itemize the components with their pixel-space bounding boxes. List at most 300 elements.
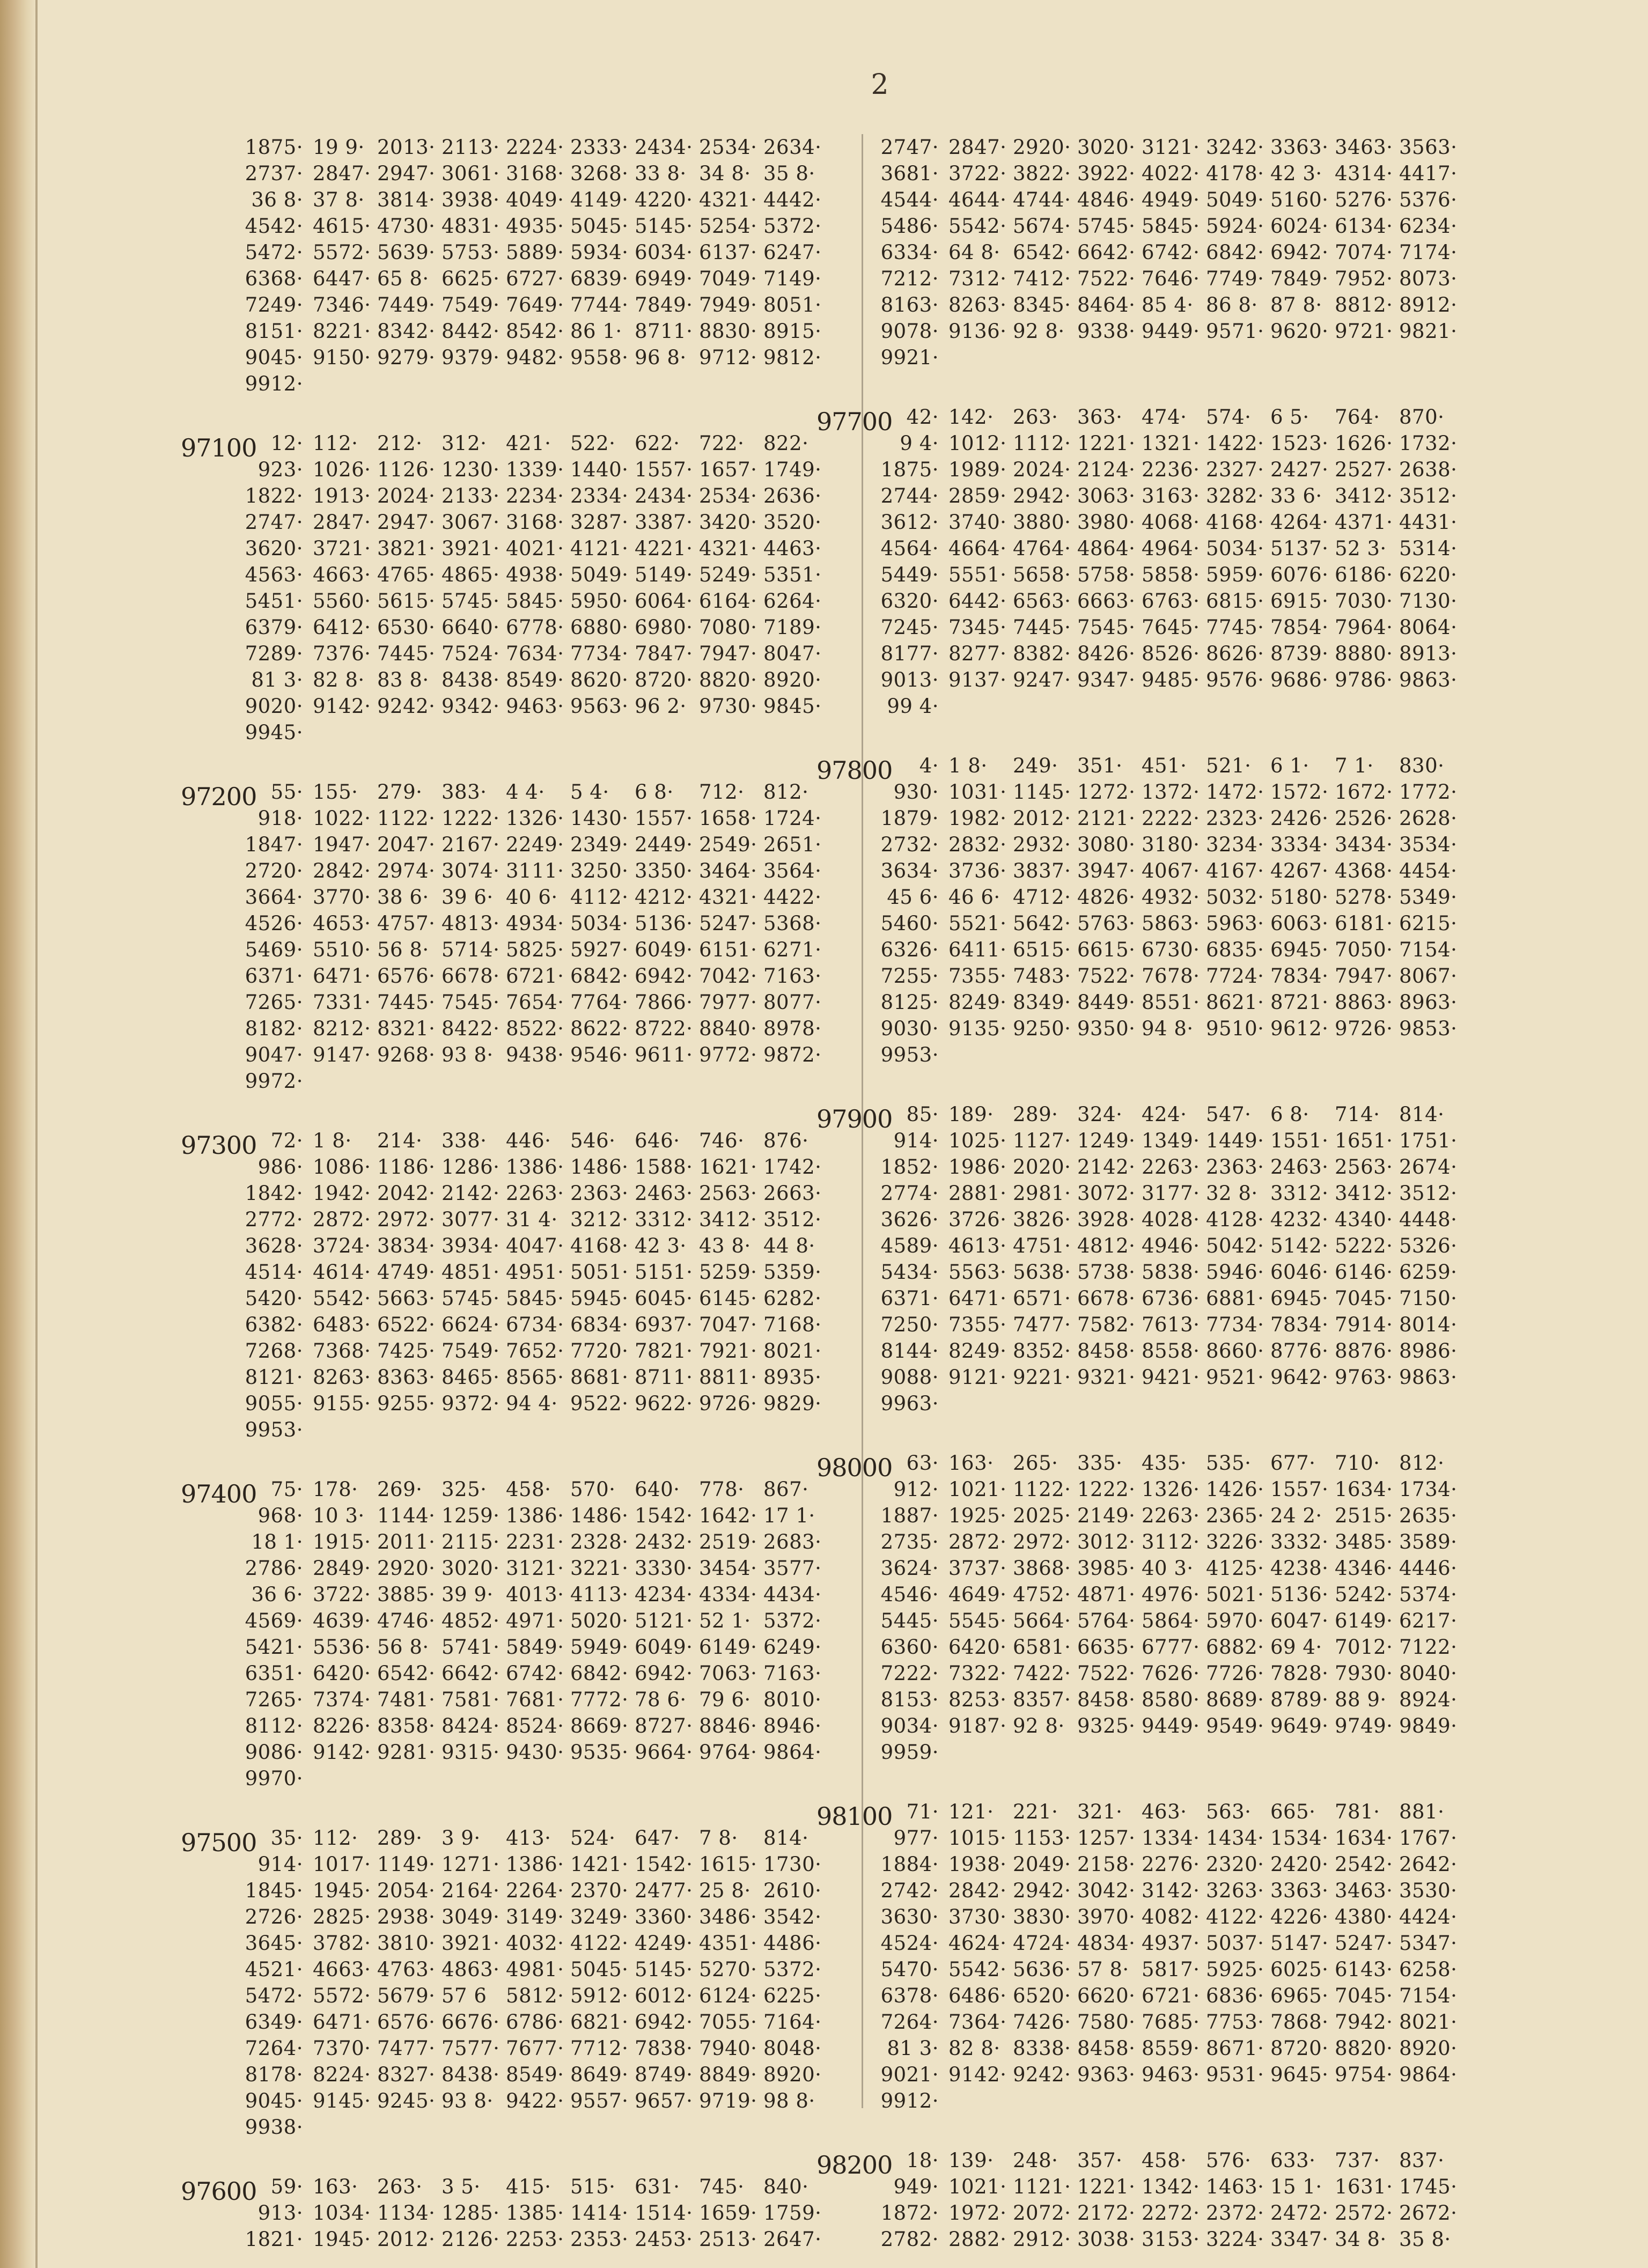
table-cell: 2642·: [1399, 1853, 1458, 1876]
table-cell: 474·: [1142, 406, 1187, 429]
table-cell: 3512·: [1399, 484, 1458, 507]
table-cell: 81 3·: [887, 2037, 939, 2060]
table-cell: 7854·: [1270, 616, 1329, 639]
table-cell: 5738·: [1077, 1261, 1136, 1284]
table-cell: 4964·: [1142, 537, 1200, 560]
table-cell: 2938·: [377, 1905, 436, 1928]
table-cell: 35 8·: [1399, 2228, 1451, 2251]
table-cell: 7445·: [377, 991, 436, 1014]
table-cell: 3512·: [763, 1208, 822, 1231]
table-cell: 1145·: [1013, 780, 1071, 804]
table-cell: 6379·: [245, 616, 303, 639]
table-row: [880, 1687, 1577, 1713]
table-cell: 263·: [1013, 406, 1058, 429]
table-cell: 8458·: [1077, 2037, 1136, 2060]
table-cell: 5045·: [570, 1958, 629, 1981]
table-cell: 8442·: [442, 320, 500, 343]
table-cell: 351·: [1077, 754, 1123, 777]
table-row: [244, 2200, 941, 2226]
table-cell: 7652·: [506, 1339, 564, 1363]
table-cell: 7355·: [948, 964, 1007, 988]
table-cell: 5639·: [377, 241, 436, 264]
table-cell: 5912·: [570, 1984, 629, 2007]
table-cell: 722·: [699, 432, 745, 455]
table-cell: 1017·: [313, 1853, 371, 1876]
table-cell: 8047·: [763, 642, 822, 665]
table-cell: 1588·: [635, 1155, 693, 1179]
table-cell: 4068·: [1142, 511, 1200, 534]
table-cell: 2542·: [1335, 1853, 1393, 1876]
table-cell: 2264·: [506, 1879, 564, 1902]
table-cell: 1034·: [313, 2201, 371, 2225]
table-cell: 9549·: [1206, 1714, 1264, 1737]
table-cell: 2747·: [245, 511, 303, 534]
table-cell: 1925·: [948, 1504, 1007, 1527]
table-cell: 9142·: [313, 1741, 371, 1764]
table-block: [816, 1799, 1577, 2114]
table-cell: 8458·: [1077, 1688, 1136, 1711]
table-cell: 8549·: [506, 2063, 564, 2086]
table-cell: 8565·: [506, 1366, 564, 1389]
table-cell: 3 5·: [442, 2175, 481, 2198]
table-block: [816, 2147, 1577, 2252]
table-cell: 1986·: [948, 1155, 1007, 1179]
table-cell: 1 8·: [313, 1129, 352, 1152]
table-row: [244, 1555, 941, 1581]
block-head-label: 97700: [816, 407, 893, 436]
table-cell: 3834·: [377, 1234, 436, 1257]
table-cell: 3626·: [880, 1208, 939, 1231]
table-row: [880, 483, 1577, 509]
table-cell: 3263·: [1206, 1879, 1264, 1902]
table-cell: 1434·: [1206, 1827, 1264, 1850]
table-cell: 63·: [906, 1452, 939, 1475]
table-cell: 1021·: [948, 2175, 1007, 2198]
table-cell: 42 3·: [1270, 162, 1322, 185]
table-row: [244, 1154, 941, 1180]
table-cell: 2020·: [1013, 1155, 1071, 1179]
table-cell: 42 3·: [635, 1234, 687, 1257]
table-block: [244, 134, 941, 397]
table-cell: 7477·: [1013, 1313, 1071, 1336]
table-row: [244, 1233, 941, 1259]
table-cell: 5020·: [570, 1609, 629, 1632]
table-cell: 92 8·: [1013, 320, 1065, 343]
table-row: [880, 160, 1577, 187]
table-cell: 5615·: [377, 590, 436, 613]
table-cell: 1724·: [763, 807, 822, 830]
table-cell: 6145·: [699, 1287, 757, 1310]
table-cell: 1385·: [506, 2201, 564, 2225]
table-cell: 2947·: [377, 511, 436, 534]
table-cell: 7445·: [377, 642, 436, 665]
table-cell: 94 8·: [1142, 1017, 1194, 1040]
table-cell: 3121·: [1142, 136, 1200, 159]
table-cell: 8224·: [313, 2063, 371, 2086]
table-row: [244, 239, 941, 266]
table-cell: 6 8·: [635, 780, 674, 804]
table-cell: 2549·: [699, 833, 757, 856]
table-cell: 6727·: [506, 267, 564, 290]
table-cell: 1222·: [442, 807, 500, 830]
table-cell: 4112·: [570, 886, 629, 909]
table-row: [880, 1206, 1577, 1233]
table-cell: 7522·: [1077, 267, 1136, 290]
table-cell: 1386·: [506, 1504, 564, 1527]
table-cell: 2942·: [1013, 1879, 1071, 1902]
table-cell: 1734·: [1399, 1478, 1458, 1501]
table-cell: 8345·: [1013, 293, 1071, 316]
table-cell: 163·: [313, 2175, 358, 2198]
table-cell: 6471·: [948, 1287, 1007, 1310]
table-cell: 8048·: [763, 2037, 822, 2060]
table-cell: 289·: [1013, 1103, 1058, 1126]
table-cell: 5572·: [313, 241, 371, 264]
table-cell: 1334·: [1142, 1827, 1200, 1850]
table-cell: 4221·: [635, 537, 693, 560]
table-cell: 2327·: [1206, 458, 1264, 481]
table-cell: 8221·: [313, 320, 371, 343]
table-cell: 7374·: [313, 1688, 371, 1711]
table-cell: 930·: [893, 780, 939, 804]
table-cell: 9421·: [1142, 1366, 1200, 1389]
table-cell: 1149·: [377, 1853, 436, 1876]
table-cell: 6045·: [635, 1287, 693, 1310]
table-cell: 8920·: [763, 2063, 822, 2086]
table-cell: 881·: [1399, 1800, 1445, 1823]
table-row: [880, 2009, 1577, 2035]
table-cell: 918·: [258, 807, 303, 830]
table-cell: 25 8·: [699, 1879, 751, 1902]
table-cell: 9622·: [635, 1392, 693, 1415]
table-cell: 10 3·: [313, 1504, 365, 1527]
table-row: [244, 1930, 941, 1956]
table-row: [244, 1390, 941, 1417]
table-cell: 34 8·: [699, 162, 751, 185]
table-cell: 1672·: [1335, 780, 1393, 804]
table-cell: 1259·: [442, 1504, 500, 1527]
table-cell: 3312·: [635, 1208, 693, 1231]
table-cell: 5254·: [699, 215, 757, 238]
table-cell: 4751·: [1013, 1234, 1071, 1257]
table-cell: 7449·: [377, 293, 436, 316]
table-row: [244, 213, 941, 239]
table-cell: 3634·: [880, 859, 939, 882]
table-cell: 8811·: [699, 1366, 757, 1389]
table-cell: 9247·: [1013, 668, 1071, 691]
table-cell: 421·: [506, 432, 551, 455]
table-cell: 9020·: [245, 695, 303, 718]
table-cell: 8722·: [635, 1017, 693, 1040]
table-cell: 1021·: [948, 1478, 1007, 1501]
table-cell: 9449·: [1142, 1714, 1200, 1737]
table-cell: 7264·: [880, 2011, 939, 2034]
table-cell: 2825·: [313, 1905, 371, 1928]
table-cell: 4 4·: [506, 780, 545, 804]
table-cell: 3726·: [948, 1208, 1007, 1231]
table-cell: 9649·: [1270, 1714, 1329, 1737]
table-cell: 4220·: [635, 188, 693, 211]
table-cell: 2263·: [506, 1182, 564, 1205]
table-cell: 8178·: [245, 2063, 303, 2086]
table-cell: 2449·: [635, 833, 693, 856]
table-cell: 4834·: [1077, 1932, 1136, 1955]
table-cell: 5276·: [1335, 188, 1393, 211]
table-row: [880, 1799, 1577, 1825]
table-row: [244, 371, 941, 397]
table-cell: 94 4·: [506, 1392, 558, 1415]
table-cell: 2472·: [1270, 2201, 1329, 2225]
table-cell: 6836·: [1206, 1984, 1264, 2007]
table-cell: 163·: [948, 1452, 994, 1475]
block-head-label: 97100: [181, 433, 257, 462]
table-cell: 3412·: [1335, 1182, 1393, 1205]
table-cell: 8021·: [763, 1339, 822, 1363]
table-cell: 93 8·: [442, 2089, 494, 2112]
table-cell: 2920·: [1013, 136, 1071, 159]
table-cell: 4730·: [377, 215, 436, 238]
table-cell: 1426·: [1206, 1478, 1264, 1501]
table-cell: 4851·: [442, 1261, 500, 1284]
table-cell: 3434·: [1335, 833, 1393, 856]
table-cell: 4028·: [1142, 1208, 1200, 1231]
table-cell: 9786·: [1335, 668, 1393, 691]
table-cell: 7712·: [570, 2037, 629, 2060]
block-head-label: 97400: [181, 1479, 257, 1508]
table-cell: 3412·: [1335, 484, 1393, 507]
table-cell: 9155·: [313, 1392, 371, 1415]
table-row: [244, 1634, 941, 1660]
table-row: [244, 614, 941, 640]
table-cell: 1879·: [880, 807, 939, 830]
table-cell: 9749·: [1335, 1714, 1393, 1737]
table-cell: 5542·: [313, 1287, 371, 1310]
table-cell: 2526·: [1335, 807, 1393, 830]
table-cell: 7949·: [699, 293, 757, 316]
table-cell: 7049·: [699, 267, 757, 290]
table-cell: 6471·: [313, 964, 371, 988]
table-cell: 2947·: [377, 162, 436, 185]
table-cell: 2349·: [570, 833, 629, 856]
table-row: [880, 2088, 1577, 2114]
table-cell: 39 9·: [442, 1583, 494, 1606]
table-cell: 8863·: [1335, 991, 1393, 1014]
table-row: [244, 509, 941, 535]
table-cell: 6411·: [948, 938, 1007, 961]
table-cell: 4·: [919, 754, 939, 777]
table-cell: 8789·: [1270, 1688, 1329, 1711]
table-cell: 3074·: [442, 859, 500, 882]
table-cell: 3722·: [313, 1583, 371, 1606]
table-cell: 8689·: [1206, 1688, 1264, 1711]
table-cell: 3063·: [1077, 484, 1136, 507]
table-cell: 3880·: [1013, 511, 1071, 534]
table-cell: 5449·: [880, 563, 939, 586]
table-cell: 2363·: [1206, 1155, 1264, 1179]
table-cell: 4976·: [1142, 1583, 1200, 1606]
table-cell: 6049·: [635, 938, 693, 961]
table-cell: 515·: [570, 2175, 616, 2198]
table-cell: 44 8·: [763, 1234, 815, 1257]
table-cell: 7634·: [506, 642, 564, 665]
table-cell: 71·: [906, 1800, 939, 1823]
table-row: [244, 989, 941, 1015]
table-cell: 112·: [313, 1827, 358, 1850]
table-cell: 7942·: [1335, 2011, 1393, 2034]
table-cell: 1772·: [1399, 780, 1458, 804]
table-row: [244, 640, 941, 667]
table-cell: 3020·: [1077, 136, 1136, 159]
table-cell: 7821·: [635, 1339, 693, 1363]
table-cell: 5817·: [1142, 1958, 1200, 1981]
table-cell: 36 8·: [251, 188, 303, 211]
table-cell: 2333·: [570, 136, 629, 159]
table-cell: 8212·: [313, 1017, 371, 1040]
table-cell: 6320·: [880, 590, 939, 613]
table-cell: 5970·: [1206, 1609, 1264, 1632]
table-cell: 7772·: [570, 1688, 629, 1711]
table-cell: 1742·: [763, 1155, 822, 1179]
table-cell: 2563·: [699, 1182, 757, 1205]
table-cell: 7 1·: [1335, 754, 1374, 777]
table-cell: 87 8·: [1270, 293, 1322, 316]
table-cell: 3420·: [699, 511, 757, 534]
table-cell: 9485·: [1142, 668, 1200, 691]
table-cell: 3163·: [1142, 484, 1200, 507]
table-cell: 5368·: [763, 912, 822, 935]
table-cell: 2328·: [570, 1530, 629, 1553]
table-cell: 9430·: [506, 1741, 564, 1764]
table-cell: 6571·: [1013, 1287, 1071, 1310]
table-cell: 121·: [948, 1800, 994, 1823]
table-cell: 2024·: [377, 484, 436, 507]
table-cell: 4232·: [1270, 1208, 1329, 1231]
table-row: [880, 1259, 1577, 1285]
table-cell: 7734·: [1206, 1313, 1264, 1336]
table-cell: 1249·: [1077, 1129, 1136, 1152]
table-row: [880, 614, 1577, 640]
table-cell: 9726·: [699, 1392, 757, 1415]
table-cell: 9829·: [763, 1392, 822, 1415]
table-cell: 8558·: [1142, 1339, 1200, 1363]
table-cell: 7074·: [1335, 241, 1393, 264]
table-row: [244, 1312, 941, 1338]
table-cell: 3360·: [635, 1905, 693, 1928]
table-cell: 546·: [570, 1129, 616, 1152]
table-cell: 6915·: [1270, 590, 1329, 613]
table-cell: 40 6·: [506, 886, 558, 909]
table-cell: 9342·: [442, 695, 500, 718]
table-cell: 57 8·: [1077, 1958, 1129, 1981]
table-cell: 4446·: [1399, 1557, 1458, 1580]
table-cell: 463·: [1142, 1800, 1187, 1823]
table-cell: 8321·: [377, 1017, 436, 1040]
table-cell: 4639·: [313, 1609, 371, 1632]
table-cell: 6834·: [570, 1313, 629, 1336]
table-cell: 7613·: [1142, 1313, 1200, 1336]
table-cell: 3485·: [1335, 1530, 1393, 1553]
table-cell: 5374·: [1399, 1583, 1458, 1606]
table-cell: 6146·: [1335, 1261, 1393, 1284]
table-block: [181, 1128, 941, 1443]
table-cell: 9563·: [570, 695, 629, 718]
table-cell: 1372·: [1142, 780, 1200, 804]
table-cell: 9268·: [377, 1043, 436, 1066]
table-cell: 335·: [1077, 1452, 1123, 1475]
table-cell: 2234·: [506, 484, 564, 507]
table-cell: 4932·: [1142, 886, 1200, 909]
table-cell: 8177·: [880, 642, 939, 665]
table-cell: 312·: [442, 432, 487, 455]
table-cell: 822·: [763, 432, 809, 455]
table-cell: 6149·: [699, 1636, 757, 1659]
table-cell: 2263·: [1142, 1504, 1200, 1527]
table-cell: 8986·: [1399, 1339, 1458, 1363]
table-cell: 5021·: [1206, 1583, 1264, 1606]
table-cell: 3885·: [377, 1583, 436, 1606]
table-cell: 43 8·: [699, 1234, 751, 1257]
table-cell: 6220·: [1399, 563, 1458, 586]
table-cell: 35·: [270, 1827, 303, 1850]
table-row: [880, 1364, 1577, 1390]
table-row: [244, 1206, 941, 1233]
table-cell: 3512·: [1399, 1182, 1458, 1205]
table-row: [880, 213, 1577, 239]
table-cell: 1659·: [699, 2201, 757, 2225]
table-cell: 6736·: [1142, 1287, 1200, 1310]
table-cell: 2981·: [1013, 1182, 1071, 1205]
table-cell: 93 8·: [442, 1043, 494, 1066]
table-cell: 7322·: [948, 1662, 1007, 1685]
table-block: [181, 779, 941, 1094]
table-cell: 3387·: [635, 511, 693, 534]
table-cell: 3542·: [763, 1905, 822, 1928]
table-cell: 8438·: [442, 668, 500, 691]
table-cell: 2774·: [880, 1182, 939, 1205]
table-cell: 6520·: [1013, 1984, 1071, 2007]
block-head-label: 97800: [816, 756, 893, 785]
table-cell: 9135·: [948, 1017, 1007, 1040]
table-cell: 9912·: [880, 2089, 939, 2112]
table-cell: 7331·: [313, 991, 371, 1014]
table-cell: 86 1·: [570, 320, 622, 343]
table-cell: 8913·: [1399, 642, 1458, 665]
table-cell: 3153·: [1142, 2228, 1200, 2251]
table-row: [244, 1765, 941, 1792]
table-cell: 9150·: [313, 346, 371, 369]
table-cell: 5763·: [1077, 912, 1136, 935]
table-cell: 7849·: [635, 293, 693, 316]
table-cell: 7149·: [763, 267, 822, 290]
table-cell: 7749·: [1206, 267, 1264, 290]
table-row: [880, 1128, 1577, 1154]
table-cell: 6842·: [1206, 241, 1264, 264]
table-cell: 6625·: [442, 267, 500, 290]
table-row: [244, 1956, 941, 1983]
table-cell: 3334·: [1270, 833, 1329, 856]
table-cell: 3947·: [1077, 859, 1136, 882]
table-cell: 2842·: [313, 859, 371, 882]
table-cell: 2786·: [245, 1557, 303, 1580]
table-cell: 6 8·: [1270, 1103, 1309, 1126]
table-cell: 521·: [1206, 754, 1252, 777]
table-cell: 82 8·: [313, 668, 365, 691]
table-cell: 9864·: [1399, 2063, 1458, 2086]
table-cell: 5825·: [506, 938, 564, 961]
table-cell: 9863·: [1399, 668, 1458, 691]
table-cell: 9620·: [1270, 320, 1329, 343]
table-row: [880, 963, 1577, 989]
